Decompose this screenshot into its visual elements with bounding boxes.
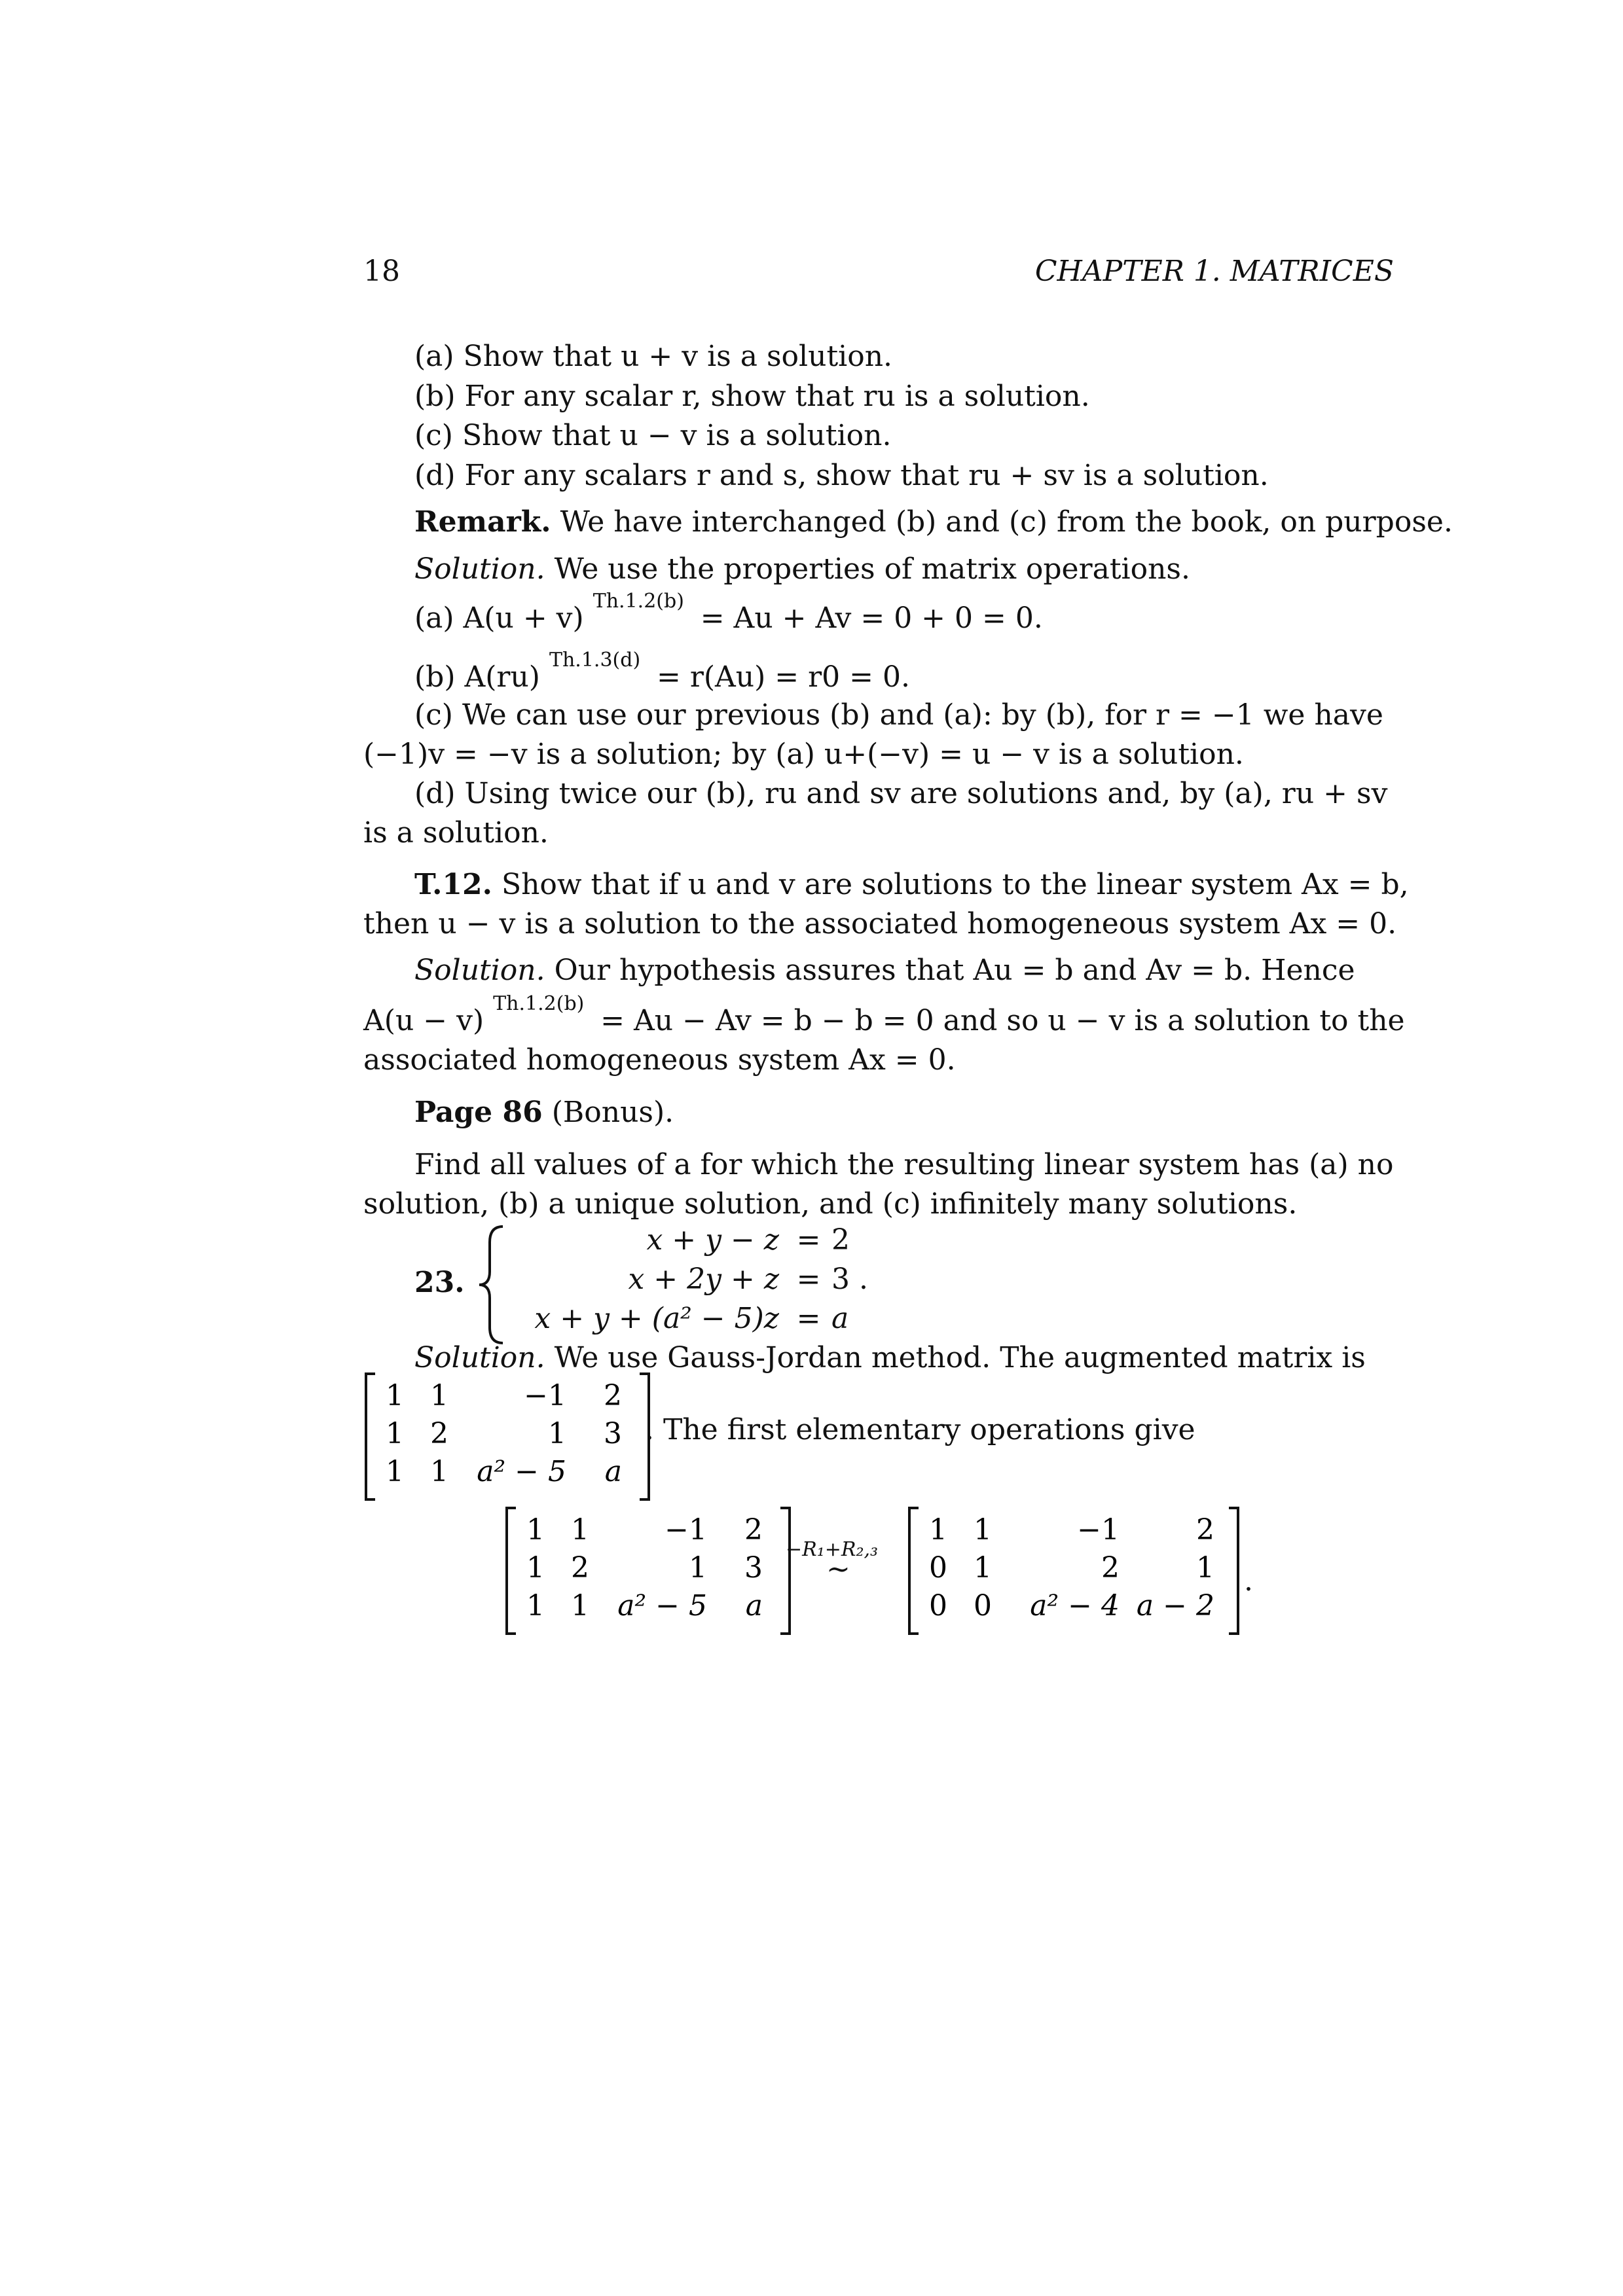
t12-solution-line2 [363, 992, 1405, 1041]
solution23-after-matrix: . The first elementary operations give [645, 1413, 1195, 1446]
left-brace [471, 1223, 511, 1347]
t12-label: T.12. [414, 868, 492, 901]
reduced-matrix-cell: 1 [1196, 1551, 1214, 1585]
source-matrix-cell: 2 [571, 1551, 589, 1585]
augmented-matrix-cell: 1 [548, 1417, 566, 1450]
page86-suffix: (Bonus). [551, 1096, 674, 1129]
reduced-matrix [907, 1505, 1241, 1636]
solution23-label: Solution. [414, 1341, 545, 1374]
t12-statement-line1 [414, 865, 1409, 905]
eq2-lhs: x + 2y + z [628, 1263, 779, 1296]
t12-theorem-ref: Th.1.2(b) [493, 992, 585, 1015]
eq3-lhs: x + y + (a² − 5)z [534, 1302, 779, 1335]
problem-number: 23. [414, 1266, 465, 1299]
chapter-title: CHAPTER 1. MATRICES [1034, 255, 1394, 288]
solution-part-d-line2: is a solution. [363, 816, 549, 850]
reduced-matrix-cell: a − 2 [1136, 1589, 1214, 1623]
t12-solution-lhs: A(u − v) [363, 1004, 484, 1037]
page86-label: Page 86 [414, 1096, 543, 1129]
remark-label: Remark. [414, 505, 551, 539]
solution-part-c-line2: (−1)v = −v is a solution; by (a) u+(−v) = u − v is a solution. [363, 738, 1244, 771]
part-a-rhs: = Au + Av = 0 + 0 = 0. [700, 601, 1043, 635]
t12-solution-line3: associated homogeneous system Ax = 0. [363, 1043, 956, 1077]
part-a-lhs: (a) A(u + v) [414, 601, 584, 635]
t12-solution-rhs: = Au − Av = b − b = 0 and so u − v is a solution to the [600, 1004, 1405, 1037]
item-d: (d) For any scalars r and s, show that ru + sv is a solution. [414, 459, 1269, 492]
row-equivalence-symbol: ∼ [826, 1552, 850, 1586]
augmented-matrix-cell: 1 [386, 1417, 404, 1450]
item-a: (a) Show that u + v is a solution. [414, 340, 893, 373]
item-b: (b) For any scalar r, show that ru is a solution. [414, 380, 1090, 413]
source-matrix-cell: 1 [526, 1551, 545, 1585]
reduced-matrix-cell: 0 [974, 1589, 992, 1623]
reduced-matrix-right-bracket [1229, 1508, 1238, 1634]
item-c: (c) Show that u − v is a solution. [414, 419, 892, 452]
reduced-matrix-cell: 1 [929, 1513, 947, 1547]
augmented-matrix-cell: −1 [524, 1379, 566, 1412]
part-b-lhs: (b) A(ru) [414, 660, 540, 694]
page86-prompt-line2: solution, (b) a unique solution, and (c) infinitely many solutions. [363, 1187, 1298, 1221]
augmented-matrix-cell: 3 [604, 1417, 622, 1450]
reduced-matrix-cell: 2 [1101, 1551, 1120, 1585]
part-b-theorem-ref: Th.1.3(d) [549, 649, 641, 672]
eq3-rhs: a [831, 1302, 849, 1335]
augmented-matrix-cell: 1 [430, 1455, 448, 1488]
augmented-matrix-cell: a [604, 1455, 622, 1488]
part-a-theorem-ref: Th.1.2(b) [593, 590, 684, 613]
reduced-matrix-left-bracket [909, 1508, 919, 1634]
reduced-matrix-cell: 0 [929, 1551, 947, 1585]
part-b-rhs: = r(Au) = r0 = 0. [656, 660, 910, 694]
source-matrix [504, 1505, 792, 1636]
reduced-matrix-cell: 2 [1196, 1513, 1214, 1547]
reduced-matrix-cell: −1 [1077, 1513, 1120, 1547]
solution-label: Solution. [414, 552, 545, 586]
source-matrix-cell: 1 [689, 1551, 707, 1585]
source-matrix-cell: 1 [526, 1589, 545, 1623]
source-matrix-cell: 1 [571, 1589, 589, 1623]
remark [414, 503, 1453, 542]
remark-text: We have interchanged (b) and (c) from the book, on purpose. [560, 505, 1453, 539]
augmented-matrix-cell: 2 [430, 1417, 448, 1450]
solution-intro [414, 550, 1190, 589]
row-operation-label: −R₁+R₂,₃ [786, 1538, 879, 1561]
source-matrix-cell: 1 [571, 1513, 589, 1547]
solution23-text: We use Gauss-Jordan method. The augmented matrix is [554, 1341, 1366, 1374]
eq2-rhs: 3 . [831, 1263, 868, 1296]
t12-line1-text: Show that if u and v are solutions to the linear system Ax = b, [501, 868, 1409, 901]
source-matrix-cell: a [745, 1589, 763, 1623]
solution-part-b [414, 649, 910, 697]
source-matrix-left-bracket [507, 1508, 516, 1634]
reduced-matrix-cell: 1 [974, 1551, 992, 1585]
source-matrix-cell: 3 [744, 1551, 763, 1585]
solution-part-d-line1: (d) Using twice our (b), ru and sv are solutions and, by (a), ru + sv [414, 777, 1388, 810]
source-matrix-cell: a² − 5 [617, 1589, 707, 1623]
reduced-matrix-cell: 0 [929, 1589, 947, 1623]
augmented-matrix-cell: 2 [604, 1379, 622, 1412]
page86-prompt-line1: Find all values of a for which the resulting linear system has (a) no [414, 1148, 1394, 1181]
t12-solution-label: Solution. [414, 954, 545, 987]
solution-part-a [414, 590, 1043, 638]
solution-intro-text: We use the properties of matrix operations. [554, 552, 1190, 586]
augmented-matrix-left-bracket [366, 1374, 375, 1499]
source-matrix-cell: 1 [526, 1513, 545, 1547]
eq3-sign: = [796, 1302, 821, 1335]
augmented-matrix-cell: 1 [430, 1379, 448, 1412]
eq2-sign: = [796, 1263, 821, 1296]
augmented-matrix-cell: a² − 5 [477, 1455, 566, 1488]
reduced-matrix-cell: a² − 4 [1030, 1589, 1120, 1623]
source-matrix-right-bracket [780, 1508, 790, 1634]
augmented-matrix-cell: 1 [386, 1455, 404, 1488]
eq1-sign: = [796, 1223, 821, 1257]
solution-part-c-line1: (c) We can use our previous (b) and (a): by (b), for r = −1 we have [414, 698, 1383, 732]
augmented-matrix [363, 1371, 651, 1502]
page-number: 18 [363, 255, 400, 288]
page86-heading [414, 1093, 674, 1132]
eq1-rhs: 2 [831, 1223, 850, 1257]
equation-end-period: . [1244, 1564, 1253, 1598]
t12-solution-line1-text: Our hypothesis assures that Au = b and Av = b. Hence [554, 954, 1355, 987]
source-matrix-cell: 2 [744, 1513, 763, 1547]
reduced-matrix-cell: 1 [974, 1513, 992, 1547]
t12-statement-line2: then u − v is a solution to the associated homogeneous system Ax = 0. [363, 907, 1397, 941]
eq1-lhs: x + y − z [646, 1223, 779, 1257]
augmented-matrix-cell: 1 [386, 1379, 404, 1412]
source-matrix-cell: −1 [665, 1513, 707, 1547]
